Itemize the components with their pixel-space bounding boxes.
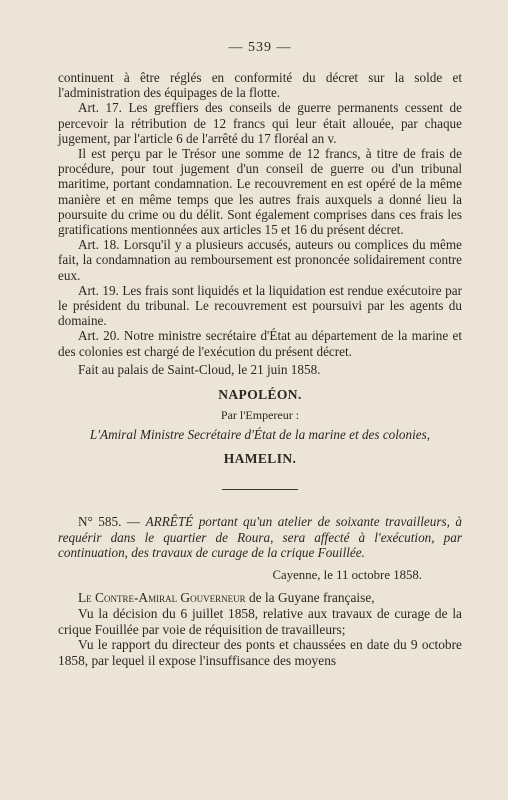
issuer-title: Le Contre-Amiral Gouverneur <box>78 590 246 606</box>
signing-place-date: Fait au palais de Saint-Cloud, le 21 juin 1858. <box>78 361 321 377</box>
decree-dateline: Cayenne, le 11 octobre 1858. <box>272 567 422 582</box>
signature-by: Par l'Empereur : <box>220 408 300 423</box>
section-divider <box>222 489 298 490</box>
issuer-rest: de la Guyane française, <box>248 590 375 606</box>
decree-issuer <box>58 590 462 606</box>
article-18: Art. 18. Lorsqu'il y a plusieurs accusés, auteurs ou complices du même fait, la condamnation au remboursement est prononcée solidairement contre eux. <box>58 237 462 283</box>
article-17: Art. 17. Les greffiers des conseils de guerre permanents cessent de percevoir la rétribution de 12 francs qui leur était allouée, par chaque jugement, par l'article 6 de l'arrêté du 17 floréal an v. <box>58 100 462 146</box>
signature-role: L'Amiral Ministre Secrétaire d'État de la marine et des colonies, <box>89 427 431 443</box>
decree-title: ARRÊTÉ portant qu'un atelier de soixante travailleurs, à requérir dans le quartier de Roura, sera affecté à l'exécution, par continuation, des travaux de curage de la crique Fouillée. <box>58 514 463 561</box>
countersignature-name: HAMELIN. <box>223 451 297 467</box>
decree-text-body <box>58 70 462 377</box>
page-number: — 539 — <box>228 40 292 55</box>
article-19: Art. 19. Les frais sont liquidés et la liquidation est rendue exécutoire par le président du tribunal. Le recouvrement est poursuivi par les agents du domaine. <box>58 282 462 329</box>
signature-block <box>58 387 462 467</box>
considerant: Vu le rapport du directeur des ponts et chaussées en date du 9 octobre 1858, par lequel il expose l'insuffisance des moyens <box>58 637 462 669</box>
considerant: Vu la décision du 6 juillet 1858, relative aux travaux de curage de la crique Fouillée par voie de réquisition de travailleurs; <box>58 605 462 637</box>
article-20: Art. 20. Notre ministre secrétaire d'État au département de la marine et des colonies est chargé de l'exécution du présent décret. <box>58 328 462 359</box>
decree-heading <box>58 514 462 561</box>
decree-number: N° 585. — <box>78 514 141 530</box>
paragraph: continuent à être réglés en conformité du décret sur la solde et l'administration des équipages de la flotte. <box>58 70 462 101</box>
signature-name: NAPOLÉON. <box>218 387 302 403</box>
decree-585 <box>58 514 462 669</box>
paragraph: Il est perçu par le Trésor une somme de 12 francs, à titre de frais de procédure, pour tout jugement d'un conseil de guerre ou d'un tribunal maritime, portant condamnation. Le recouvrement en est opéré de la même manière et en même temps que les autres frais auxquels a donné lieu la poursuite du crime ou du délit. Sont également comprises dans ces frais les gratifications mentionnées aux articles 15 et 16 du présent décret. <box>58 146 462 238</box>
